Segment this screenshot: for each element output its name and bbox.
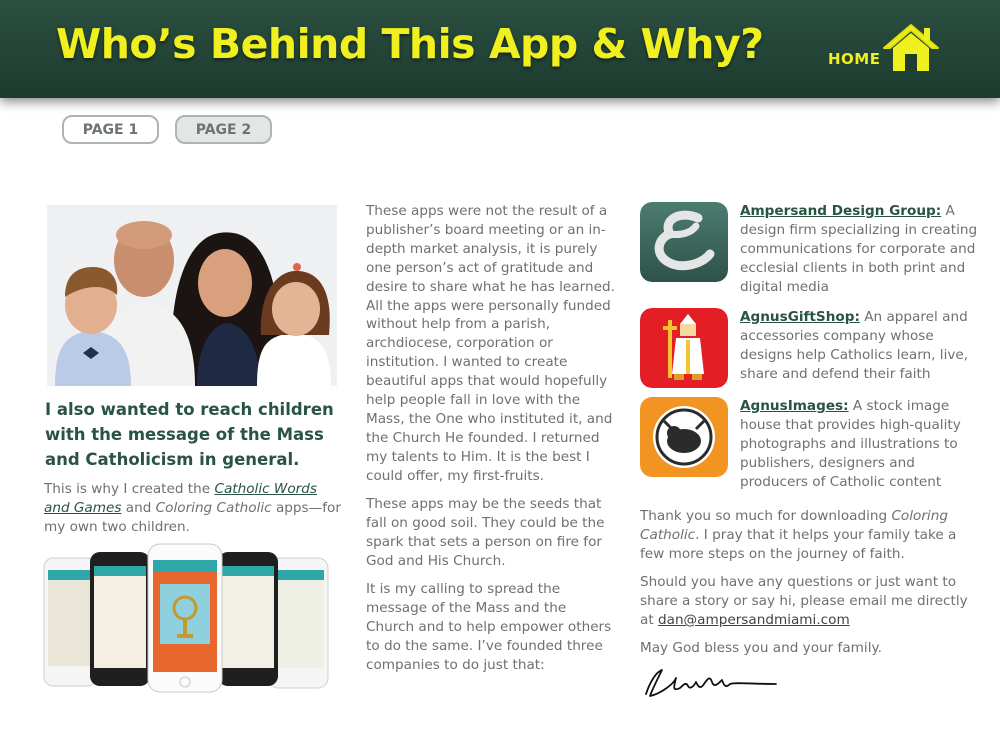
tab-page-1[interactable]: PAGE 1: [62, 115, 159, 144]
company-desc: [740, 397, 985, 492]
signature-image: [640, 664, 780, 700]
col1-headline: I also wanted to reach children with the message of the Mass and Catholicism in general.: [45, 400, 334, 469]
family-photo: [47, 205, 337, 386]
ampersand-logo-icon[interactable]: [640, 202, 728, 282]
catholic-words-games-link[interactable]: Catholic Words and Games: [44, 481, 317, 516]
header-bar: [0, 0, 1000, 98]
company-text: A stock image house that provides high-quality photographs and illustrations to publishers, designers and producers of Catholic content: [740, 398, 961, 490]
lamb-seal-logo-icon[interactable]: [640, 397, 728, 477]
col1-text-before: This is why I created the: [44, 481, 215, 497]
thanks-text-after: . I pray that it helps your family take a few more steps on the journey of faith.: [640, 526, 957, 562]
home-icon[interactable]: [880, 22, 942, 74]
col2-paragraph: These apps may be the seeds that fall on good soil. They could be the spark that sets a person on fire for God and His Church.: [366, 496, 605, 569]
company-name-link[interactable]: Ampersand Design Group:: [740, 203, 942, 219]
contact-text: Should you have any questions or just want to share a story or say hi, please email me directly at: [640, 574, 968, 629]
col1-paragraph: [44, 480, 344, 537]
col2-text: [366, 202, 618, 684]
contact-paragraph: [640, 573, 980, 630]
company-name-link[interactable]: AgnusImages:: [740, 398, 849, 414]
coloring-catholic-title: Coloring Catholic: [155, 499, 272, 516]
blessing-text: May God bless you and your family.: [640, 640, 882, 657]
col1-text-and: and: [121, 499, 156, 516]
thanks-app-title: Coloring Catholic: [640, 508, 948, 543]
col2-paragraph: These apps were not the result of a publisher’s board meeting or an in-depth market analysis, it is purely one person’s act of gratitude and desire to share what he has learned. All the apps were personally funded without help from a parish, archdiocese, corporation or institution. I wanted to create beautiful apps that would hopefully help people fall in love with the Mass, the One who instituted it, and the Church He founded. I returned my talents to Him. It is the best I could offer, my first-fruits.: [366, 203, 615, 484]
app-phones-image: [38, 540, 338, 695]
company-name-link[interactable]: AgnusGiftShop:: [740, 309, 860, 325]
thanks-paragraph: [640, 507, 980, 564]
col3-text: [640, 507, 980, 668]
col2-paragraph: It is my calling to spread the message of the Mass and the Church and to help empower others to do the same. I’ve founded three companies to do just that:: [366, 581, 612, 673]
pope-figure-logo-icon[interactable]: [640, 308, 728, 388]
company-desc: [740, 308, 985, 384]
thanks-text-before: Thank you so much for downloading: [640, 508, 892, 524]
company-text: An apparel and accessories company whose designs help Catholics learn, live, share and defend their faith: [740, 309, 969, 382]
page-title: Who’s Behind This App & Why?: [56, 20, 764, 68]
email-link[interactable]: dan@ampersandmiami.com: [657, 612, 850, 629]
col1-text-after: apps—for my own two children.: [44, 499, 341, 535]
company-text: A design firm specializing in creating communications for corporate and ecclesial clients in both print and digital media: [740, 203, 978, 295]
company-desc: [740, 202, 985, 297]
home-label[interactable]: HOME: [828, 50, 881, 68]
tab-page-2[interactable]: PAGE 2: [175, 115, 272, 144]
